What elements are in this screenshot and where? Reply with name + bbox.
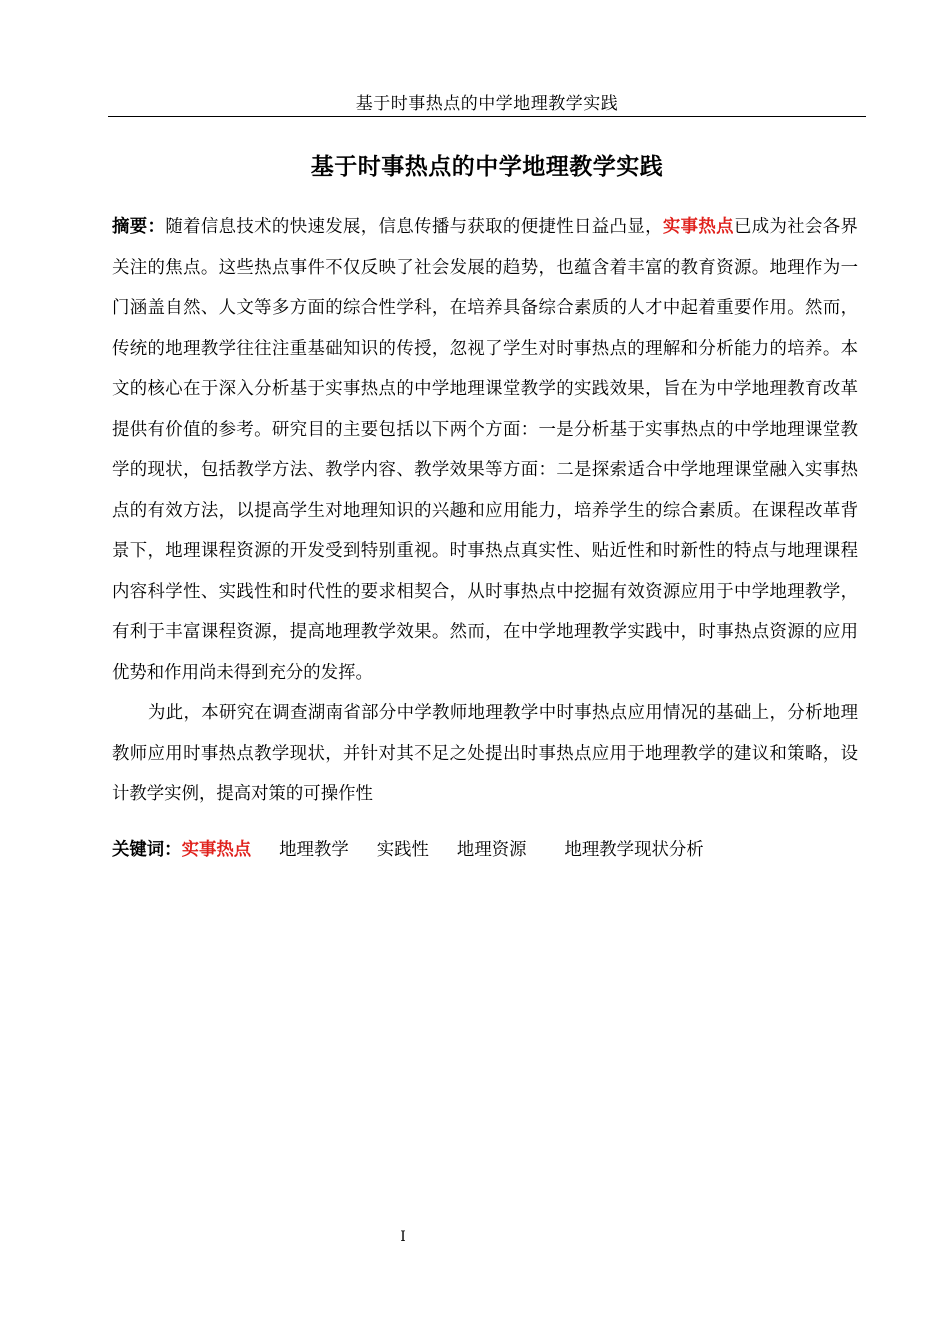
keyword-2: 地理教学 (279, 840, 349, 860)
abstract-paragraph-1 (112, 207, 858, 693)
keyword-3: 实践性 (376, 840, 429, 860)
abstract-highlight: 实事热点 (662, 217, 734, 237)
header-rule (108, 116, 866, 117)
keyword-5: 地理教学现状分析 (564, 840, 704, 860)
abstract-text-after: 已成为社会各界关注的焦点。这些热点事件不仅反映了社会发展的趋势，也蕴含着丰富的教育资源。地理作为一门涵盖自然、人文等多方面的综合性学科，在培养具备综合素质的人才中起着重要作用。然而，传统的地理教学往往注重基础知识的传授，忽视了学生对时事热点的理解和分析能力的培养。本文的核心在于深入分析基于实事热点的中学地理课堂教学的实践效果，旨在为中学地理教育改革提供有价值的参考。研究目的主要包括以下两个方面：一是分析基于实事热点的中学地理课堂教学的现状，包括教学方法、教学内容、教学效果等方面：二是探索适合中学地理课堂融入实事热点的有效方法，以提高学生对地理知识的兴趣和应用能力，培养学生的综合素质。在课程改革背景下，地理课程资源的开发受到特别重视。时事热点真实性、贴近性和时新性的特点与地理课程内容科学性、实践性和时代性的要求相契合，从时事热点中挖掘有效资源应用于中学地理教学，有利于丰富课程资源，提高地理教学效果。然而，在中学地理教学实践中，时事热点资源的应用优势和作用尚未得到充分的发挥。 (112, 217, 858, 683)
running-header: 基于时事热点的中学地理教学实践 (355, 94, 619, 114)
keywords-line (112, 830, 858, 870)
keyword-4: 地理资源 (456, 840, 527, 860)
keyword-1: 实事热点 (181, 840, 252, 860)
abstract-text-before: 随着信息技术的快速发展，信息传播与获取的便捷性日益凸显， (165, 217, 663, 237)
abstract (112, 207, 858, 815)
paper-title: 基于时事热点的中学地理教学实践 (310, 154, 664, 180)
keywords-label: 关键词： (112, 840, 182, 860)
abstract-label: 摘要： (112, 217, 166, 237)
page-number: I (400, 1229, 406, 1245)
abstract-paragraph-2: 为此，本研究在调查湖南省部分中学教师地理教学中时事热点应用情况的基础上，分析地理教师应用时事热点教学现状，并针对其不足之处提出时事热点应用于地理教学的建议和策略，设计教学实例，提高对策的可操作性 (112, 703, 858, 804)
